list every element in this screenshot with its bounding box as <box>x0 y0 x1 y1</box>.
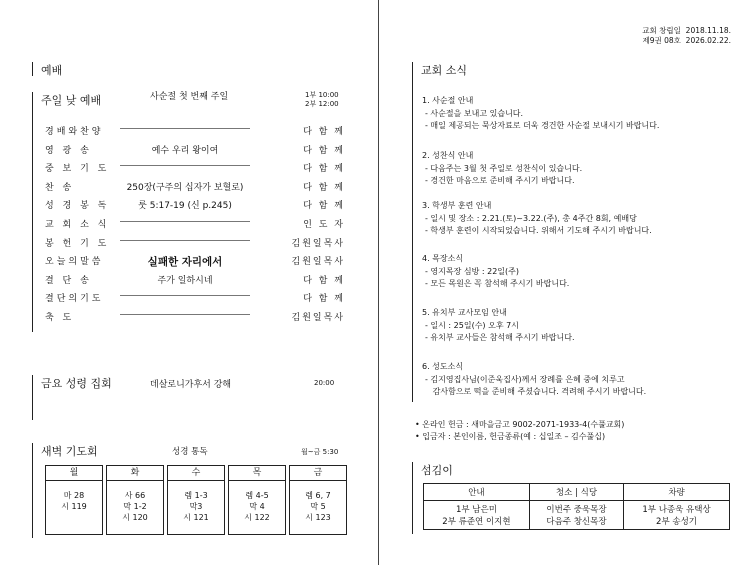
service-row <box>45 273 345 291</box>
service-leader: 다 함 께 <box>303 182 345 193</box>
service-row <box>45 254 345 272</box>
news-item <box>422 253 569 291</box>
service-row <box>45 161 345 179</box>
server-cell <box>624 501 730 530</box>
news-item <box>422 200 652 238</box>
news-line: - 일시 : 25일(수) 오후 7시 <box>425 320 519 330</box>
day-label: 월 <box>46 466 102 481</box>
service-leader: 다 함 께 <box>303 145 345 156</box>
service-item: 교 회 소 식 <box>45 220 110 230</box>
news-title: 교회 소식 <box>421 64 468 77</box>
service-row <box>45 291 345 309</box>
news-item-title: 4. 목장소식 <box>422 254 464 263</box>
col-header: 청소 | 식당 <box>529 484 623 501</box>
page-divider <box>378 0 379 565</box>
col-header: 안내 <box>424 484 530 501</box>
reading: 시 123 <box>305 513 331 522</box>
service-content: 예수 우리 왕이여 <box>151 145 219 156</box>
service-content: 주가 일하시네 <box>157 275 213 286</box>
service-leader: 다 함 께 <box>303 201 345 212</box>
sunday-subtitle: 사순절 첫 번째 주일 <box>150 92 229 102</box>
worship-title: 예배 <box>32 62 62 76</box>
day-label: 목 <box>229 466 285 481</box>
server-cell <box>424 501 530 530</box>
news-item-title: 5. 유치부 교사모임 안내 <box>422 308 507 317</box>
news-line: - 유치부 교사들은 참석해 주시기 바랍니다. <box>425 333 575 342</box>
news-item-title: 2. 성찬식 안내 <box>422 151 474 160</box>
service-row <box>45 236 345 254</box>
day-label: 금 <box>290 466 346 481</box>
news-item-title: 3. 학생부 훈련 안내 <box>422 201 492 210</box>
service-row <box>45 143 345 161</box>
reading: 시 122 <box>244 513 270 522</box>
depositor-note: • 입금자 : 본인이름, 헌금종류(예 : 십일조 – 김수풀십) <box>415 432 606 441</box>
service-row <box>45 124 345 142</box>
day-box <box>106 465 164 535</box>
dawn-title: 새벽 기도회 <box>41 445 98 458</box>
service-leader: 다 함 께 <box>303 127 345 137</box>
news-line: - 학생부 훈련이 시작되었습니다. 위해서 기도해 주시기 바랍니다. <box>425 226 652 235</box>
cell-line: 2부 류준연 이지현 <box>442 517 511 527</box>
news-line: - 경건한 마음으로 준비해 주시기 바랍니다. <box>425 176 575 185</box>
news-item-title: 6. 성도소식 <box>422 362 464 371</box>
day-label: 수 <box>168 466 224 481</box>
blank-line <box>115 236 255 246</box>
service-content: 실패한 자리에서 <box>147 256 223 269</box>
sunday-times <box>305 91 339 109</box>
blank-line <box>115 217 255 227</box>
service-row <box>45 217 345 235</box>
service-item: 오늘의말씀 <box>45 257 104 268</box>
service-item: 축 도 <box>45 313 75 323</box>
news-item <box>422 307 575 345</box>
reading: 마 28 <box>63 491 85 500</box>
servers-title: 섬김이 <box>421 464 453 477</box>
reading: 렘 6, 7 <box>305 491 331 500</box>
cell-line: 다음주 창신목장 <box>546 517 607 527</box>
blank-line <box>115 310 255 320</box>
offering-info <box>415 419 624 443</box>
reading: 막 1-2 <box>123 502 147 511</box>
service-leader: 김원일목사 <box>291 313 345 323</box>
day-box <box>228 465 286 535</box>
blank-line <box>115 124 255 134</box>
service-item: 영 광 송 <box>45 145 92 156</box>
server-cell <box>529 501 623 530</box>
reading: 시 121 <box>183 513 209 522</box>
news-line: - 다음주는 3월 첫 주일로 성찬식이 있습니다. <box>425 163 583 173</box>
service-leader: 다 함 께 <box>303 275 345 286</box>
cell-line: 1부 남은미 <box>455 505 497 515</box>
service-item: 성 경 봉 독 <box>45 201 110 212</box>
service-item: 중 보 기 도 <box>45 164 110 175</box>
dawn-time: 월~금 5:30 <box>301 448 339 456</box>
dawn-subtitle: 성경 통독 <box>172 447 208 457</box>
time-1: 1부 10:00 <box>305 91 339 99</box>
cell-line: 1부 나종욱 유택상 <box>642 505 711 515</box>
time-2: 2부 12:00 <box>305 100 339 108</box>
news-line: - 사순절을 보내고 있습니다. <box>425 108 524 118</box>
service-leader: 김원일목사 <box>291 257 345 268</box>
issue-date: 2026.02.22. <box>685 36 731 45</box>
service-row <box>45 198 345 216</box>
service-leader: 다 함 께 <box>303 164 345 175</box>
reading: 막3 <box>189 502 203 511</box>
servers-table <box>423 483 730 530</box>
friday-time: 20:00 <box>314 379 335 387</box>
reading: 시 120 <box>122 513 148 522</box>
reading: 사 66 <box>124 491 146 500</box>
news-line: - 매일 제공되는 묵상자료로 더욱 경건한 사순절 보내시기 바랍니다. <box>425 121 660 130</box>
news-line: - 모든 목원은 꼭 참석해 주시기 바랍니다. <box>425 279 570 288</box>
service-content: 룻 5:17-19 (신 p.245) <box>138 201 232 212</box>
cell-line: 이번주 중욱목장 <box>546 505 607 515</box>
service-content: 250장(구주의 십자가 보혈로) <box>126 182 244 193</box>
service-item: 찬 송 <box>45 182 75 193</box>
reading: 시 119 <box>61 502 87 511</box>
service-row <box>45 310 345 328</box>
service-row <box>45 180 345 198</box>
founded-date: 2018.11.18. <box>685 26 731 35</box>
blank-line <box>115 161 255 171</box>
reading: 막 4 <box>249 502 265 511</box>
service-item: 봉 헌 기 도 <box>45 238 110 249</box>
service-leader: 인 도 자 <box>303 220 345 230</box>
reading: 렘 1-3 <box>184 491 208 500</box>
sunday-title: 주일 낮 예배 <box>41 94 102 107</box>
news-item-title: 1. 사순절 안내 <box>422 96 474 105</box>
news-item <box>422 95 659 133</box>
reading: 막 5 <box>310 502 326 511</box>
service-leader: 김원일목사 <box>291 238 345 249</box>
online-offering: • 온라인 헌금 : 새마을금고 9002-2071-1933-4(수풀교회) <box>415 420 625 429</box>
news-item <box>422 150 582 188</box>
day-box <box>45 465 103 535</box>
issue-label: 제9권 08호 <box>642 36 681 45</box>
news-line: 감사함으로 떡을 준비해 주셨습니다. 격려해 주시기 바랍니다. <box>425 387 647 396</box>
friday-title: 금요 성령 집회 <box>41 377 112 390</box>
news-line: - 영지목장 심방 : 22일(주) <box>425 266 519 276</box>
friday-subtitle: 데살로니가후서 강해 <box>150 380 232 390</box>
reading: 렘 4-5 <box>245 491 269 500</box>
service-item: 결 단 송 <box>45 275 92 286</box>
blank-line <box>115 291 255 301</box>
day-label: 화 <box>107 466 163 481</box>
service-item: 경배와찬양 <box>45 127 104 137</box>
service-item: 결단의기도 <box>45 294 104 305</box>
col-header: 차량 <box>624 484 730 501</box>
cell-line: 2부 송성기 <box>656 517 698 527</box>
news-line: - 김지영집사님(이준욱집사)께서 장례를 은혜 중에 치루고 <box>425 374 625 384</box>
bulletin-header <box>642 26 731 46</box>
day-box <box>167 465 225 535</box>
news-item <box>422 361 646 399</box>
founded-label: 교회 창립일 <box>642 26 681 35</box>
news-line: - 일시 및 장소 : 2.21.(토)~3.22.(주), 총 4주간 8회, 예배당 <box>425 213 637 223</box>
day-box <box>289 465 347 535</box>
service-leader: 다 함 께 <box>303 294 345 305</box>
friday-section <box>32 375 112 420</box>
